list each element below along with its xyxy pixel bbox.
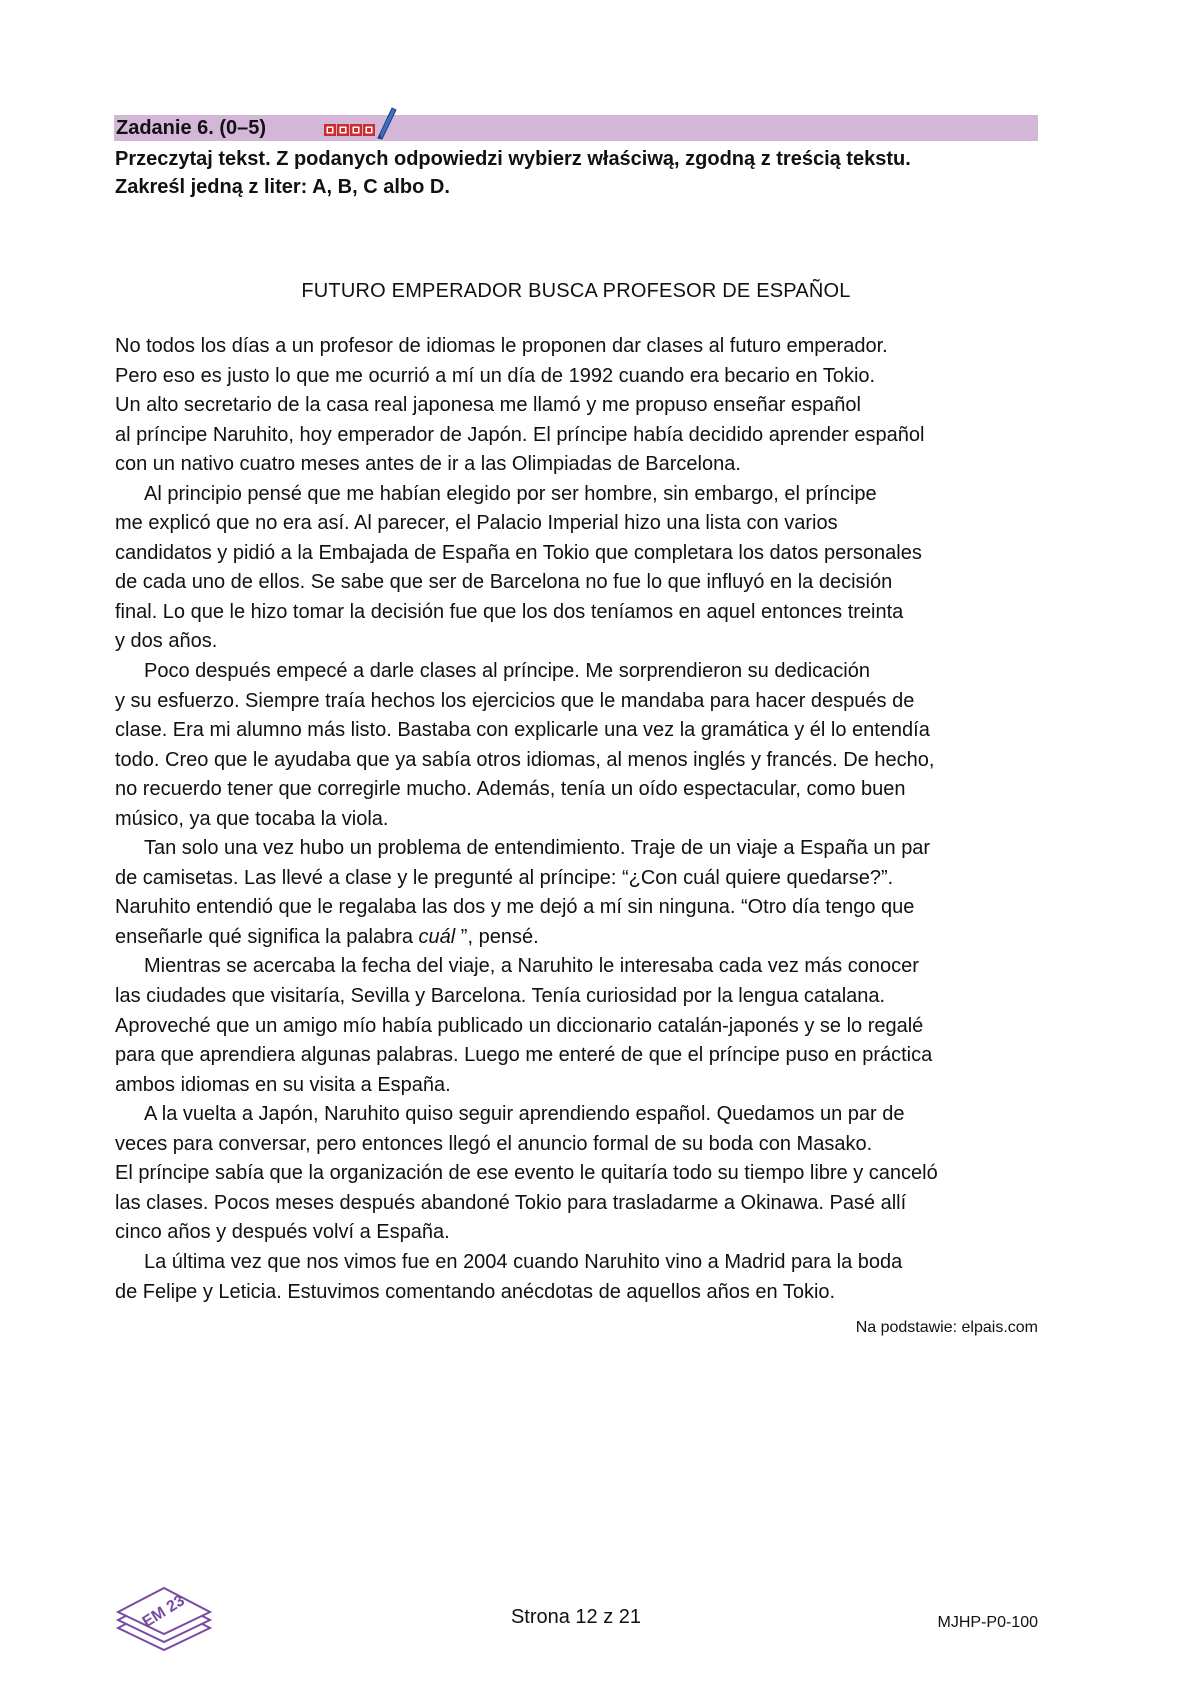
document-code: MJHP-P0-100 [937, 1614, 1038, 1631]
text-line: A la vuelta a Japón, Naruhito quiso seguir aprendiendo español. Quedamos un par de [144, 1103, 905, 1126]
text-line: al príncipe Naruhito, hoy emperador de Japón. El príncipe había decidido aprender español [115, 423, 925, 446]
score-box-4 [363, 124, 375, 136]
text-line: con un nativo cuatro meses antes de ir a las Olimpiadas de Barcelona. [115, 453, 741, 476]
text-line: músico, ya que tocaba la viola. [115, 807, 389, 830]
text-line: El príncipe sabía que la organización de ese evento le quitaría todo su tiempo libre y canceló [115, 1162, 938, 1185]
text-line: Pero eso es justo lo que me ocurrió a mí un día de 1992 cuando era becario en Tokio. [115, 364, 876, 387]
text-line: veces para conversar, pero entonces llegó el anuncio formal de su boda con Masako. [115, 1132, 873, 1155]
text-line-end: ”, pensé. [455, 925, 539, 948]
score-box-1 [324, 124, 336, 136]
logo-text: EM 23 [139, 1592, 188, 1632]
text-line: Poco después empecé a darle clases al príncipe. Me sorprendieron su dedicación [144, 660, 870, 683]
text-line [115, 923, 1055, 953]
italic-word: cuál [418, 925, 456, 948]
text-line: las ciudades que visitaría, Sevilla y Barcelona. Tenía curiosidad por la lengua catalana. [115, 985, 886, 1008]
score-box-3 [350, 124, 362, 136]
text-line: final. Lo que le hizo tomar la decisión fue que los dos teníamos en aquel entonces treinta [115, 600, 904, 623]
text-line: de Felipe y Leticia. Estuvimos comentando anécdotas de aquellos años en Tokio. [115, 1280, 836, 1303]
text-line: clase. Era mi alumno más listo. Bastaba con explicarle una vez la gramática y él lo entendía [115, 719, 930, 742]
text-line: Mientras se acercaba la fecha del viaje, a Naruhito le interesaba cada vez más conocer [144, 955, 919, 978]
instruction-line-2: Zakreśl jedną z liter: A, B, C albo D. [115, 176, 450, 198]
text-line: ambos idiomas en su visita a España. [115, 1073, 451, 1096]
text-line: Tan solo una vez hubo un problema de entendimiento. Traje de un viaje a España un par [144, 837, 931, 860]
page-number: Strona 12 z 21 [510, 1606, 642, 1628]
text-line: y dos años. [115, 630, 218, 653]
text-line: Un alto secretario de la casa real japonesa me llamó y me propuso enseñar español [115, 394, 861, 417]
text-line: Naruhito entendió que le regalaba las dos y me dejó a mí sin ninguna. “Otro día tengo que [115, 896, 915, 919]
score-box-2 [337, 124, 349, 136]
text-line: para que aprendiera algunas palabras. Luego me enteré de que el príncipe puso en práctica [115, 1044, 933, 1067]
text-line: y su esfuerzo. Siempre traía hechos los ejercicios que le mandaba para hacer después de [115, 689, 915, 712]
text-line: todo. Creo que le ayudaba que ya sabía otros idiomas, al menos inglés y francés. De hecho, [115, 748, 935, 771]
text-line: No todos los días a un profesor de idiomas le proponen dar clases al futuro emperador. [115, 335, 888, 357]
instruction-line-1: Przeczytaj tekst. Z podanych odpowiedzi wybierz właściwą, zgodną z treścią tekstu. [115, 148, 911, 170]
article-body [115, 332, 1055, 1307]
text-line: Aproveché que un amigo mío había publicado un diccionario catalán-japonés y se lo regalé [115, 1014, 924, 1037]
text-line: Al principio pensé que me habían elegido por ser hombre, sin embargo, el príncipe [144, 482, 877, 505]
pen-icon [378, 108, 396, 139]
task-title: Zadanie 6. (0–5) [116, 117, 267, 139]
text-line: de cada uno de ellos. Se sabe que ser de Barcelona no fue lo que influyó en la decisión [115, 571, 893, 594]
text-line: cinco años y después volví a España. [115, 1221, 450, 1244]
article-title: FUTURO EMPERADOR BUSCA PROFESOR DE ESPAÑOL [301, 280, 851, 302]
source-note: Na podstawie: elpais.com [855, 1319, 1038, 1336]
text-line: me explicó que no era así. Al parecer, el Palacio Imperial hizo una lista con varios [115, 512, 838, 535]
text-line: las clases. Pocos meses después abandoné Tokio para trasladarme a Okinawa. Pasé allí [115, 1191, 907, 1214]
text-line: de camisetas. Las llevé a clase y le pregunté al príncipe: “¿Con cuál quiere quedarse?”. [115, 866, 894, 889]
score-boxes-icon [322, 104, 402, 140]
text-line: no recuerdo tener que corregirle mucho. Además, tenía un oído espectacular, como buen [115, 778, 906, 801]
text-line: candidatos y pidió a la Embajada de España en Tokio que completara los datos personales [115, 541, 922, 564]
text-line-start: enseñarle qué significa la palabra [115, 925, 413, 948]
text-line: La última vez que nos vimos fue en 2004 cuando Naruhito vino a Madrid para la boda [144, 1250, 903, 1273]
